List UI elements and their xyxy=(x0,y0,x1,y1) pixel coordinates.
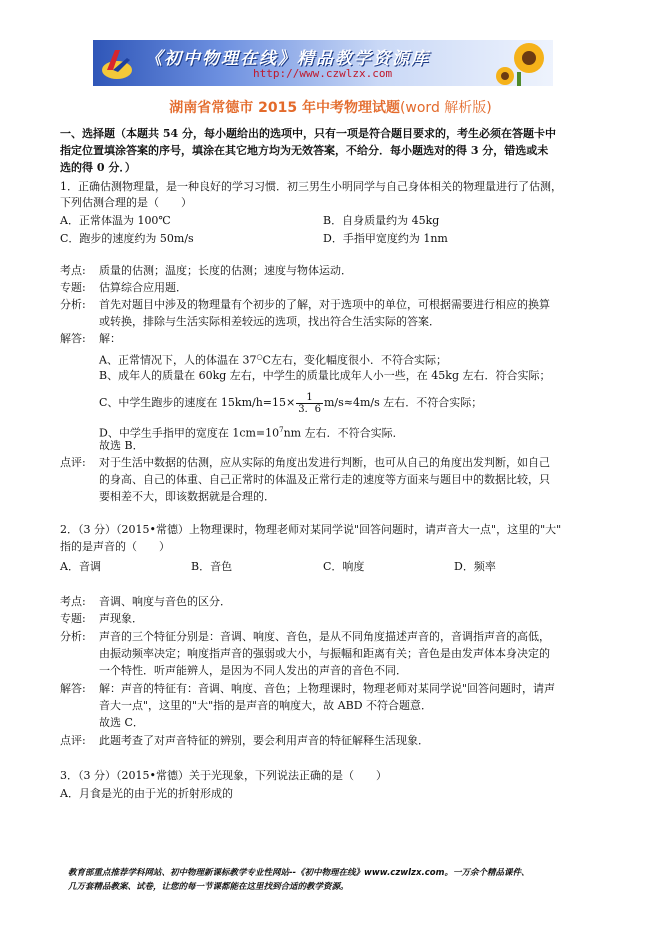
q2-stem-line: 指的是声音的（ ） xyxy=(60,540,170,553)
fraction-denominator: 3．6 xyxy=(298,403,321,415)
q2-option-c: C．响度 xyxy=(323,560,365,573)
q2-zhuanti-label: 专题: xyxy=(60,612,86,625)
q1-solution-d xyxy=(99,422,404,442)
q1-option-a: A．正常体温为 100℃ xyxy=(60,214,171,227)
q1-solution-a-text: A、正常情况下，人的体温在 37 xyxy=(99,353,257,367)
header-banner xyxy=(93,40,553,86)
document-title-suffix: (word 解析版) xyxy=(399,100,492,116)
q1-dianping-line: 要相差不大，即该数据就是合理的． xyxy=(99,490,275,503)
q1-stem-line: 下列估测合理的是（ ） xyxy=(60,196,192,209)
q1-dianping-line: 的身高、自己的体重、自己正常时的体温及正常行走的速度等方面来与题目中的数据比较，只 xyxy=(99,473,550,486)
q2-option-d: D．频率 xyxy=(454,560,496,573)
sunflower-icon xyxy=(493,40,553,86)
q2-kaodian: 音调、响度与音色的区分． xyxy=(99,595,231,608)
q2-fenxi-line: 一个特性．听声能辨人，是因为不同人发出的声音的音色不同． xyxy=(99,664,407,677)
q1-dianping-line: 对于生活中数据的估测，应从实际的角度出发进行判断，也可从自己的角度出发判断，如自己 xyxy=(99,456,550,469)
document-title xyxy=(0,97,661,117)
section-line: 选的得 0 分．） xyxy=(60,161,136,174)
section-line: 指定位置填涂答案的序号，填涂在其它地方均为无效答案，不给分．每小题选对的得 3 分，错选或未 xyxy=(60,144,549,157)
q1-solution-c xyxy=(99,390,482,416)
q1-answer: 故选 B． xyxy=(99,439,144,452)
q2-option-a: A．音调 xyxy=(60,560,101,573)
q1-solution-d-text: D、中学生手指甲的宽度在 1cm=10 xyxy=(99,426,280,440)
banner-url: http://www.czwlzx.com xyxy=(253,67,393,80)
degree-sup: ○ xyxy=(256,353,263,361)
q1-jieda-start: 解： xyxy=(99,332,121,345)
q2-kaodian-label: 考点: xyxy=(60,595,86,608)
q2-jieda-line: 解：声音的特征有：音调、响度、音色；上物理课时，物理老师对某同学说"回答问题时，请声 xyxy=(99,682,556,695)
footer-line: 教育部重点推荐学科网站、初中物理新课标教学专业性网站--《初中物理在线》www.czwlzx.com。一万余个精品课件、 xyxy=(68,868,530,878)
exponent-sup: 7 xyxy=(279,426,284,434)
q1-option-d: D．手指甲宽度约为 1nm xyxy=(323,232,448,245)
footer-line: 几万套精品教案、试卷，让您的每一节课都能在这里找到合适的教学资源。 xyxy=(68,882,349,892)
q2-fenxi-line: 声音的三个特征分别是：音调、响度、音色，是从不同角度描述声音的，音调指声音的高低， xyxy=(99,630,550,643)
q2-fenxi-line: 由振动频率决定；响度指声音的强弱或大小，与振幅和距离有关；音色是由发声体本身决定的 xyxy=(99,647,550,660)
q2-zhuanti: 声现象． xyxy=(99,612,143,625)
q1-solution-d-tail: nm 左右．不符合实际． xyxy=(283,426,404,440)
q1-fenxi-line: 或转换，排除与生活实际相差较远的选项，找出符合生活实际的答案． xyxy=(99,315,440,328)
q1-solution-a-tail: C左右，变化幅度很小．不符合实际； xyxy=(262,353,447,367)
q1-fenxi-label: 分析: xyxy=(60,298,86,311)
q1-solution-b: B、成年人的质量在 60kg 左右，中学生的质量比成年人小一些，在 45kg 左右．符合实际； xyxy=(99,369,551,382)
banner-title: 《初中物理在线》精品教学资源库 xyxy=(145,49,430,69)
q2-stem-line: 2．（3 分）（2015•常德）上物理课时，物理老师对某同学说"回答问题时，请声音大一点"，这里的"大" xyxy=(60,523,562,536)
q1-fenxi-line: 首先对题目中涉及的物理量有个初步的了解，对于选项中的单位，可根据需要进行相应的换算 xyxy=(99,298,550,311)
q3-stem: 3．（3 分）（2015•常德）关于光现象，下列说法正确的是（ ） xyxy=(60,769,387,782)
q2-dianping: 此题考查了对声音特征的辨别，要会利用声音的特征解释生活现象． xyxy=(99,734,429,747)
q3-option-a: A．月食是光的由于光的折射形成的 xyxy=(60,787,233,800)
q2-jieda-line: 音大一点"，这里的"大"指的是声音的响度大，故 ABD 不符合题意． xyxy=(99,699,433,712)
q1-zhuanti-label: 专题: xyxy=(60,281,86,294)
q1-option-c: C．跑步的速度约为 50m/s xyxy=(60,232,194,245)
q1-kaodian-label: 考点: xyxy=(60,264,86,277)
section-line: 一、选择题（本题共 54 分，每小题给出的选项中，只有一项是符合题目要求的，考生必须在答题卡中 xyxy=(60,127,556,140)
q2-dianping-label: 点评: xyxy=(60,734,86,747)
q1-solution-c-text: C、中学生跑步的速度在 15km/h=15× xyxy=(99,396,296,409)
q1-stem-line: 1．正确估测物理量，是一种良好的学习习惯．初三男生小明同学与自己身体相关的物理量进行了估测， xyxy=(60,180,562,193)
q2-fenxi-label: 分析: xyxy=(60,630,86,643)
q1-jieda-label: 解答: xyxy=(60,332,86,345)
q1-kaodian: 质量的估测；温度；长度的估测；速度与物体运动． xyxy=(99,264,352,277)
q2-option-b: B．音色 xyxy=(191,560,233,573)
site-logo-icon xyxy=(101,46,133,80)
q1-option-b: B．自身质量约为 45kg xyxy=(323,214,440,227)
q1-dianping-label: 点评: xyxy=(60,456,86,469)
fraction xyxy=(296,392,323,415)
fraction-numerator: 1 xyxy=(296,392,323,404)
q1-zhuanti: 估算综合应用题． xyxy=(99,281,187,294)
q1-solution-c-tail: m/s≈4m/s 左右．不符合实际； xyxy=(323,396,483,409)
q2-answer: 故选 C． xyxy=(99,716,144,729)
document-title-main: 湖南省常德市 2015 年中考物理试题 xyxy=(169,100,400,116)
q2-jieda-label: 解答: xyxy=(60,682,86,695)
q1-solution-a xyxy=(99,349,447,369)
